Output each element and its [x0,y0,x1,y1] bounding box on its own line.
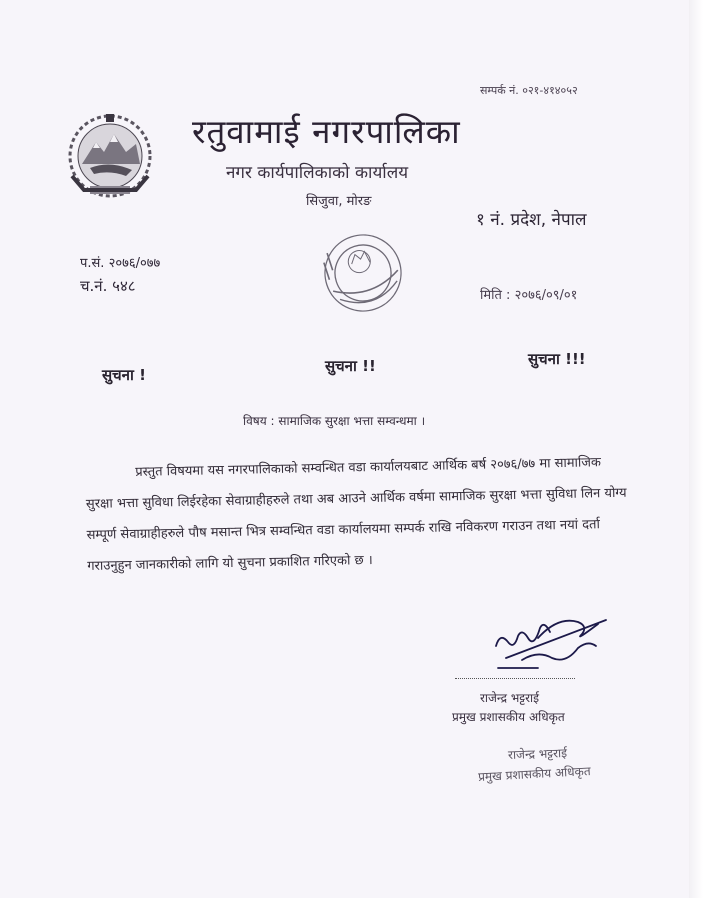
signatory-title: प्रमुख प्रशासकीय अधिकृत [452,710,565,724]
reference-ps-number: प.सं. २०७६/०७७ [80,256,161,271]
office-name: नगर कार्यपालिकाको कार्यालय [226,163,409,183]
notice-heading-3: सुचना !!! [528,350,586,368]
scan-edge-bottom [0,898,703,910]
province-label: १ नं. प्रदेश, नेपाल [476,210,587,230]
organization-name: रतुवामाई नगरपालिका [192,112,461,151]
office-location: सिजुवा, मोरङ [306,194,372,209]
signature-line [455,678,575,679]
letter-subject: विषय : सामाजिक सुरक्षा भत्ता सम्वन्धमा । [243,414,426,428]
stamp-title: प्रमुख प्रशासकीय अधिकृत [477,764,591,784]
notice-heading-1: सुचना ! [102,366,146,384]
letter-body: प्रस्तुत विषयमा यस नगरपालिकाको सम्वन्धित वडा कार्यालयबाट आर्थिक बर्ष २०७६/७७ मा सामाजिक सुरक्षा भत्ता सुविधा लिईरहेका सेवाग्राहीहरुले तथा अब आउने आर्थिक वर्षमा सामाजिक सुरक्षा भत्ता सुविधा लिन योग्य सम्पूर्ण सेवाग्राहीहरुले पौष मसान्त भित्र सम्वन्धित वडा कार्यालयमा सम्पर्क राखि नविकरण गराउन तथा नयां दर्ता गराउनुहुन जानकारीको लागि यो सुचना प्रकाशित गरिएको छ । [85,455,627,574]
signatory-name: राजेन्द्र भट्टराई [480,691,540,705]
contact-number: सम्पर्क नं. ०२१-४१४०५२ [480,84,578,97]
notice-heading-2: सुचना !! [325,357,376,375]
office-seal-stamp [315,221,411,325]
letter-date: मिति : २०७६/०९/०१ [480,288,578,303]
reference-cn-number: च.नं. ५४८ [80,277,136,295]
scan-edge-right [689,0,703,910]
nepal-emblem-logo [60,112,160,206]
stamp-name: राजेन्द्र भट्टराई [507,745,568,763]
handwritten-signature [478,598,618,678]
